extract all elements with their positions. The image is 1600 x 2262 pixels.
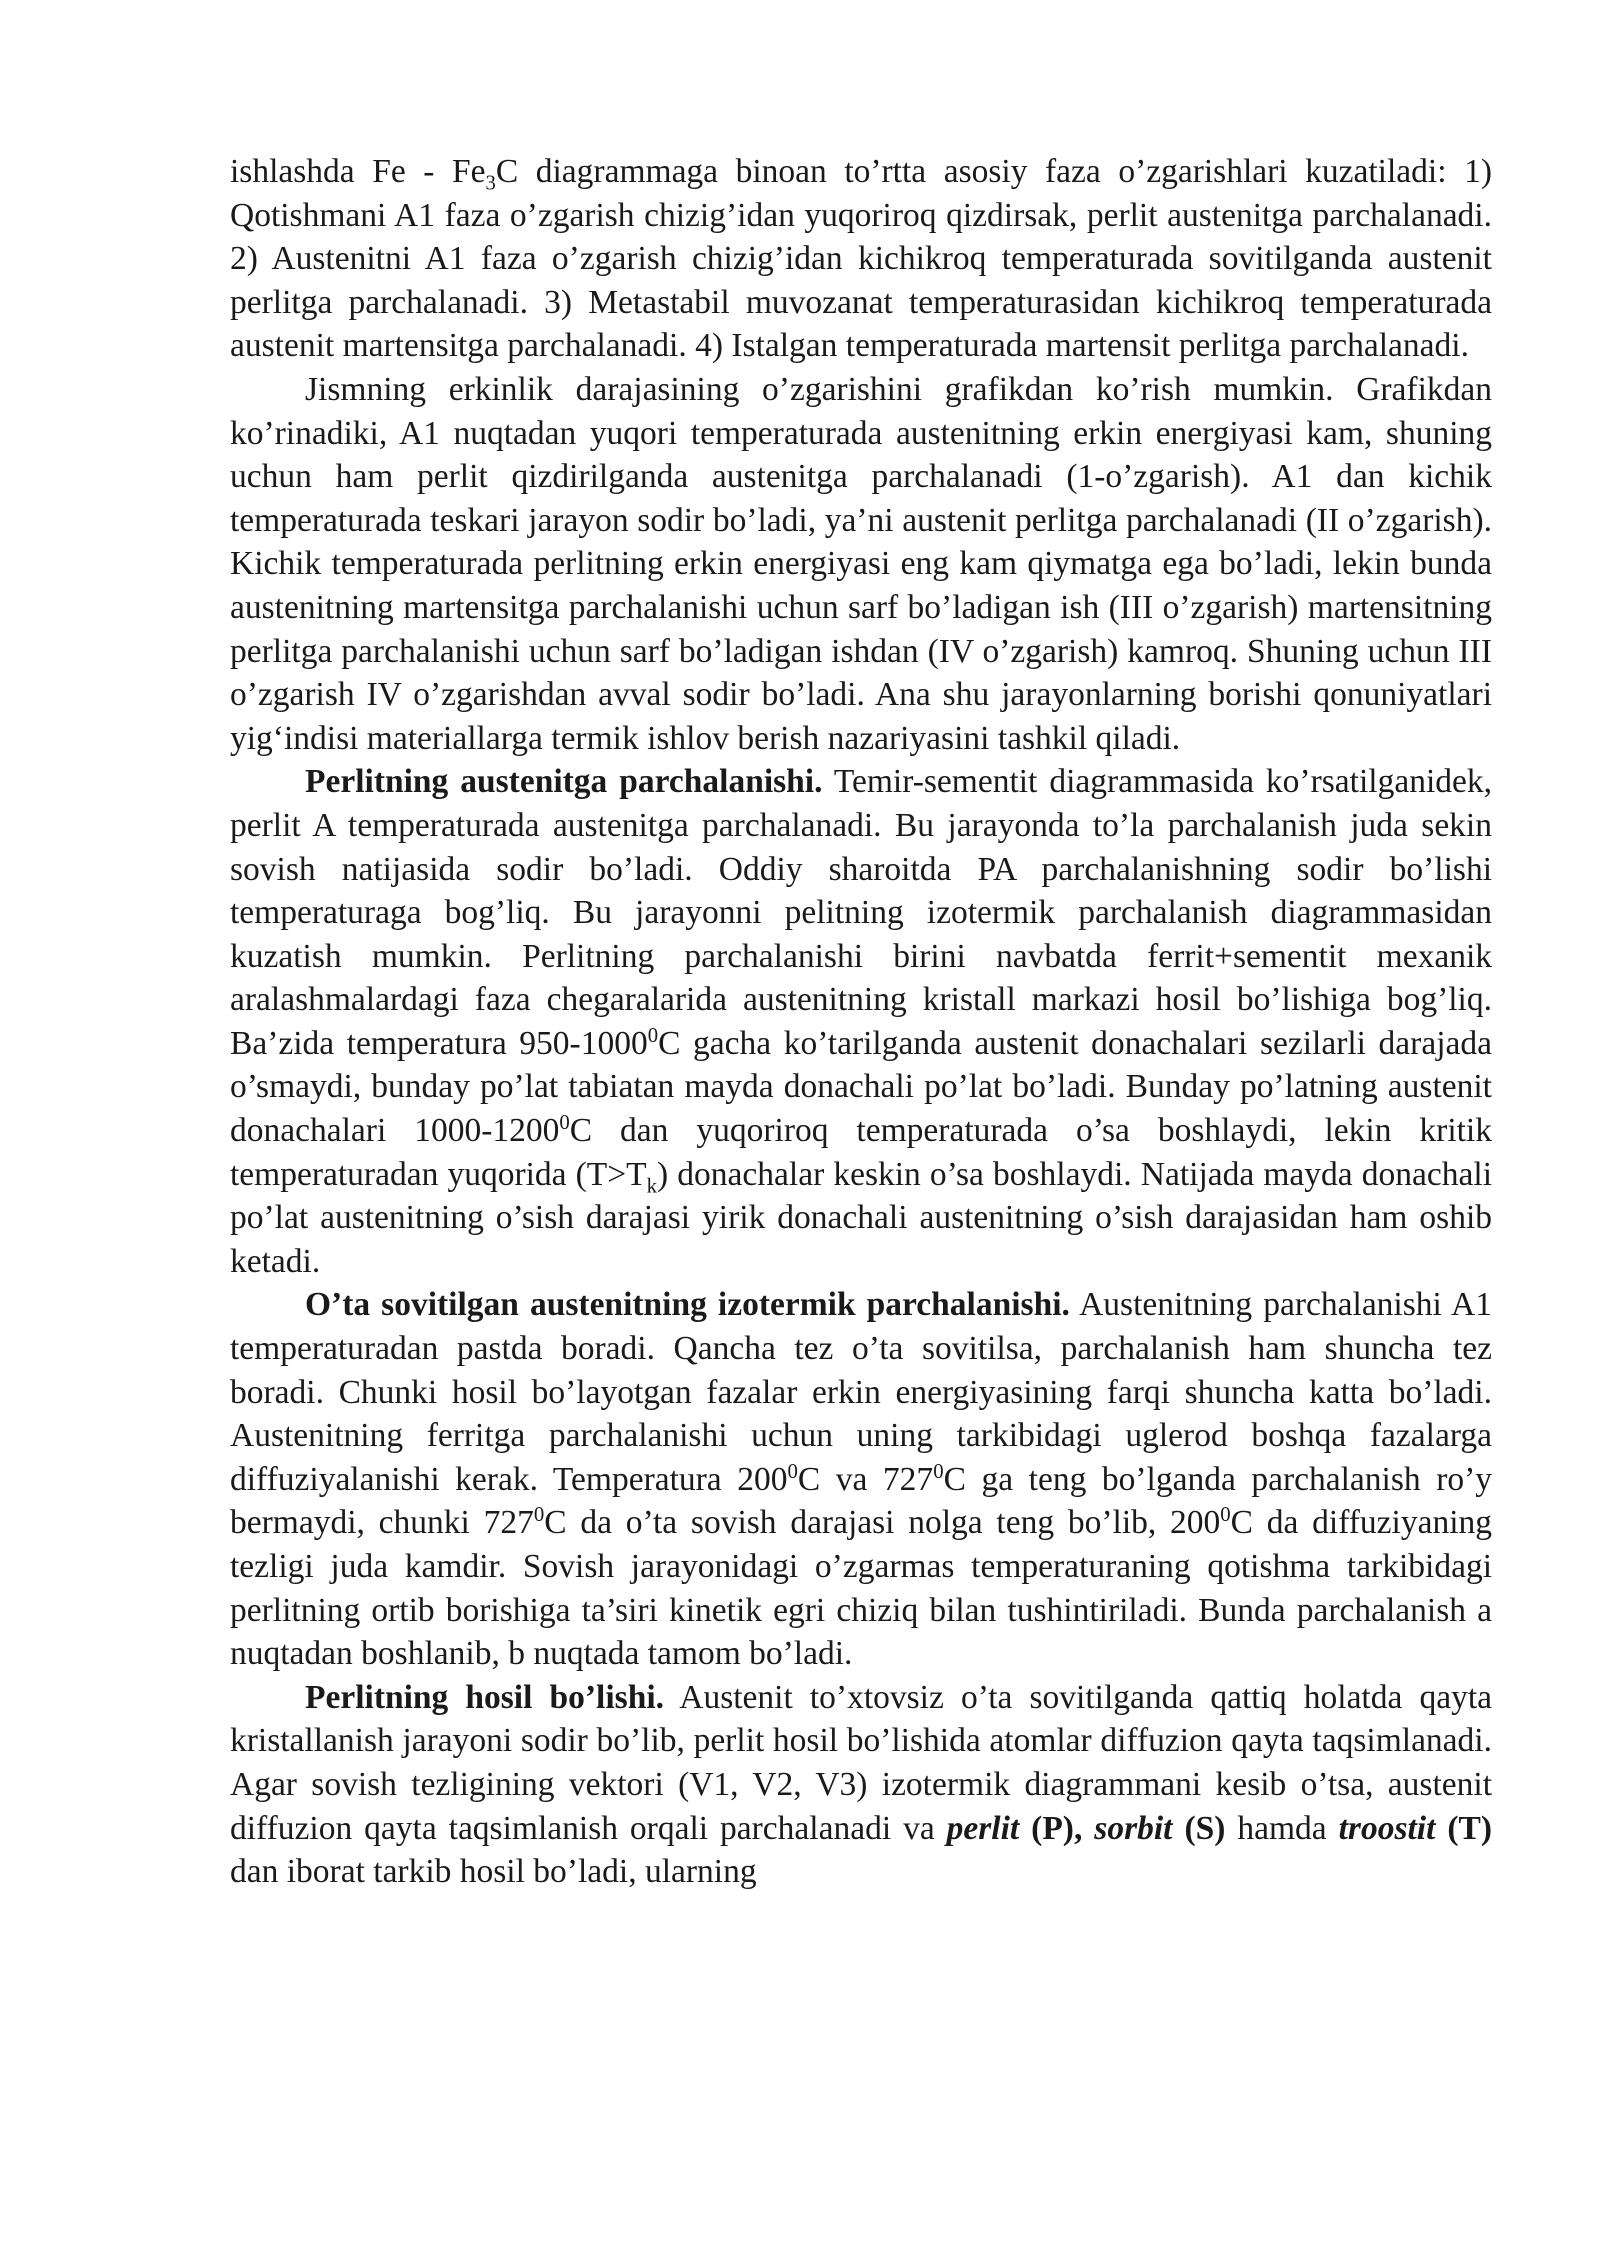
text-run: Temir-sementit diagrammasida ko’rsatilganidek, perlit A temperaturada austenitga parchalanadi. Bu jarayonda to’la parchalanish juda sekin sovish natijasida sodir bo’ladi. Oddiy sharoitda PA parchalanishning sodir bo’lishi temperaturaga bog’liq. Bu jarayonni pelitning izotermik parchalanish diagrammasidan kuzatish mumkin. Perlitning parchalanishi birini navbatda ferrit+sementit mexanik aralashmalardagi faza chegaralarida austenitning kristall markazi hosil bo’lishiga bog’liq. Ba’zida temperatura 950-1000 — [230, 763, 1492, 1062]
bold-text-run: troostit — [1338, 1809, 1436, 1847]
text-run — [1082, 1810, 1094, 1847]
text-run: ) donachalar keskin o’sa boshlaydi. Natijada mayda donachali po’lat austenitning o’sish darajasi yirik donachali austenitning o’sish darajasidan ham oshib ketadi. — [230, 1155, 1492, 1280]
paragraph — [230, 150, 1492, 368]
superscript: 0 — [533, 1503, 545, 1527]
text-run: C va 727 — [797, 1460, 934, 1498]
subscript: k — [646, 1174, 658, 1198]
text-run: C da o’ta sovish darajasi nolga teng bo’lib, 200 — [544, 1504, 1221, 1542]
superscript: 0 — [787, 1459, 798, 1483]
superscript: 0 — [1220, 1503, 1231, 1527]
bold-text-run: (T) — [1435, 1809, 1493, 1847]
text-run: C diagrammaga binoan to’rtta asosiy faza o’zgarishlari kuzatiladi: 1) Qotishmani A1 faza o’zgarish chizig’idan yuqoriroq qizdirsak, perlit austenitga parchalanadi. 2) Austenitni A1 faza o’zgarish chizig’idan kichikroq temperaturada sovitilganda austenit perlitga parchalanadi. 3) Metastabil muvozanat temperaturasidan kichikroq temperaturada austenit martensitga parchalanadi. 4) Istalgan temperaturada martensit perlitga parchalanadi. — [230, 153, 1492, 365]
superscript: 0 — [647, 1023, 659, 1047]
bold-text-run: O’ta sovitilgan austenitning izotermik parchalanishi. — [305, 1286, 1070, 1324]
text-run: C da diffuziyaning tezligi juda kamdir. Sovish jarayonidagi o’zgarmas temperaturaning qotishma tarkibidagi perlitning ortib borishiga ta’siri kinetik egri chiziq bilan tushintiriladi. Bunda parchalanish a nuqtadan boshlanib, b nuqtada tamom bo’ladi. — [230, 1504, 1492, 1673]
text-run: C gacha ko’tarilganda austenit donachalari sezilarli darajada o’smaydi, bunday po’lat tabiatan mayda donachali po’lat bo’ladi. Bunday po’latning austenit donachalari 1000-1200 — [230, 1024, 1492, 1150]
text-run: dan iborat tarkib hosil bo’ladi, ularning — [230, 1853, 757, 1891]
text-run: hamda — [1225, 1809, 1339, 1847]
superscript: 0 — [559, 1110, 570, 1134]
bold-text-run: sorbit — [1094, 1809, 1173, 1847]
text-run: ishlashda Fe - Fe — [230, 153, 486, 190]
text-run: Austenit to’xtovsiz o’ta sovitilganda qattiq holatda qayta kristallanish jarayoni sodir bo’lib, perlit hosil bo’lishida atomlar diffuzion qayta taqsimlanadi. Agar sovish tezligining vektori (V1, V2, V3) izotermik diagrammani kesib o’tsa, austenit diffuzion qayta taqsimlanish orqali parchalanadi va — [230, 1678, 1492, 1847]
text-run: Austenitning parchalanishi A1 temperaturadan pastda boradi. Qancha tez o’ta sovitilsa, parchalanish ham shuncha tez boradi. Chunki hosil bo’layotgan fazalar erkin energiyasining farqi shuncha katta bo’ladi. Austenitning ferritga parchalanishi uchun uning tarkibidagi uglerod boshqa fazalarga diffuziyalanishi kerak. Temperatura 200 — [230, 1286, 1492, 1498]
bold-text-run: Perlitning hosil bo’lishi. — [305, 1678, 665, 1716]
bold-text-run: perlit — [946, 1809, 1020, 1847]
paragraph — [230, 1676, 1492, 1894]
bold-text-run: Perlitning austenitga parchalanishi. — [305, 763, 823, 801]
subscript: 3 — [485, 171, 496, 195]
paragraph — [230, 760, 1492, 1283]
bold-text-run: (S) — [1172, 1809, 1226, 1847]
bold-text-run: (P), — [1019, 1809, 1083, 1847]
paragraph — [230, 1283, 1492, 1675]
text-run: C dan yuqoriroq temperaturada o’sa boshlaydi, lekin kritik temperaturadan yuqorida (T>T — [230, 1112, 1492, 1193]
text-run: C ga teng bo’lganda parchalanish ro’y bermaydi, chunki 727 — [230, 1460, 1493, 1542]
superscript: 0 — [933, 1459, 944, 1483]
paragraph — [230, 368, 1492, 760]
document-page — [230, 150, 1492, 1894]
text-run: Jismning erkinlik darajasining o’zgarishini grafikdan ko’rish mumkin. Grafikdan ko’rinadiki, A1 nuqtadan yuqori temperaturada austenitning erkin energiyasi kam, shuning uchun ham perlit qizdirilganda austenitga parchalanadi (1-o’zgarish). A1 dan kichik temperaturada teskari jarayon sodir bo’ladi, ya’ni austenit perlitga parchalanadi (II o’zgarish). Kichik temperaturada perlitning erkin energiyasi eng kam qiymatga ega bo’ladi, lekin bunda austenitning martensitga parchalanishi uchun sarf bo’ladigan ish (III o’zgarish) martensitning perlitga parchalanishi uchun sarf bo’ladigan ishdan (IV o’zgarish) kamroq. Shuning uchun III o’zgarish IV o’zgarishdan avval sodir bo’ladi. Ana shu jarayonlarning borishi qonuniyatlari yig‘indisi materiallarga termik ishlov berish nazariyasini tashkil qiladi. — [230, 370, 1492, 757]
